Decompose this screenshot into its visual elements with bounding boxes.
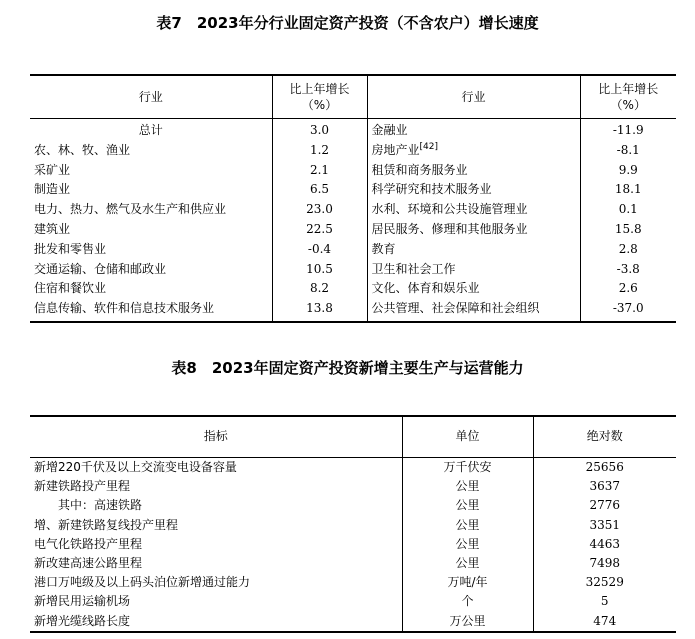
growth-value: 18.1	[580, 180, 676, 200]
table-row	[30, 516, 676, 535]
industry-name: 电力、热力、燃气及水生产和供应业	[34, 202, 227, 217]
industry-name: 卫生和社会工作	[367, 260, 580, 280]
table-row	[30, 554, 676, 573]
indicator-unit: 万吨/年	[402, 573, 533, 592]
footnote-ref: [42]	[419, 141, 438, 152]
table-row	[30, 220, 676, 240]
indicator-value: 3637	[533, 477, 676, 496]
table-row	[30, 119, 676, 141]
table7-header-row	[30, 75, 676, 119]
table-row	[30, 496, 676, 515]
industry-name: 农、林、牧、渔业	[34, 142, 131, 157]
indicator-unit: 公里	[402, 535, 533, 554]
industry-name: 采矿业	[34, 162, 71, 177]
indicator-value: 474	[533, 612, 676, 632]
table-row	[30, 299, 676, 322]
indicator-name: 新增220千伏及以上交流变电设备容量	[34, 460, 237, 474]
growth-value: -3.8	[580, 260, 676, 280]
table-row	[30, 180, 676, 200]
indicator-value: 2776	[533, 496, 676, 515]
growth-value: 23.0	[272, 200, 367, 220]
growth-value: 15.8	[580, 220, 676, 240]
growth-value: 9.9	[580, 161, 676, 181]
table-row	[30, 200, 676, 220]
indicator-value: 32529	[533, 573, 676, 592]
table7-industry-growth	[30, 74, 676, 323]
growth-value: 3.0	[272, 119, 367, 141]
table-row	[30, 141, 676, 161]
table8-new-capacity	[30, 415, 676, 633]
industry-name: 文化、体育和娱乐业	[367, 279, 580, 299]
table-row	[30, 240, 676, 260]
indicator-unit: 公里	[402, 554, 533, 573]
growth-value: 10.5	[272, 260, 367, 280]
table-row	[30, 592, 676, 611]
growth-value: 1.2	[272, 141, 367, 161]
industry-name: 科学研究和技术服务业	[367, 180, 580, 200]
header-growth-left	[272, 75, 367, 119]
indicator-name: 增、新建铁路复线投产里程	[34, 517, 179, 532]
table-row	[30, 279, 676, 299]
indicator-unit: 个	[402, 592, 533, 611]
growth-value: 22.5	[272, 220, 367, 240]
table-row	[30, 535, 676, 554]
growth-value: -8.1	[580, 141, 676, 161]
table-row	[30, 161, 676, 181]
indicator-name: 新增光缆线路长度	[34, 613, 131, 628]
industry-name: 住宿和餐饮业	[34, 281, 107, 296]
header-growth-label: 比上年增长	[598, 82, 659, 96]
growth-value: 2.8	[580, 240, 676, 260]
table8-header-row	[30, 416, 676, 458]
industry-name: 批发和零售业	[34, 241, 107, 256]
indicator-unit: 公里	[402, 516, 533, 535]
industry-name: 总计	[138, 123, 163, 137]
indicator-value: 25656	[533, 458, 676, 478]
indicator-name: 新建铁路投产里程	[34, 479, 131, 494]
indicator-unit: 公里	[402, 496, 533, 515]
industry-name: 房地产业	[371, 142, 420, 157]
industry-name: 信息传输、软件和信息技术服务业	[34, 301, 215, 316]
table-row	[30, 612, 676, 632]
indicator-value: 3351	[533, 516, 676, 535]
table7-title: 表7 2023年分行业固定资产投资（不含农户）增长速度	[156, 14, 539, 32]
growth-value: 6.5	[272, 180, 367, 200]
industry-name: 居民服务、修理和其他服务业	[367, 220, 580, 240]
indicator-unit: 万千伏安	[402, 458, 533, 478]
header-growth-right	[580, 75, 676, 119]
indicator-name: 新改建高速公路里程	[34, 556, 143, 571]
industry-name: 租赁和商务服务业	[367, 161, 580, 181]
indicator-value: 5	[533, 592, 676, 611]
header-growth-unit: （%）	[301, 98, 338, 112]
industry-name: 水利、环境和公共设施管理业	[367, 200, 580, 220]
header-indicator: 指标	[30, 416, 402, 458]
industry-name: 建筑业	[34, 221, 71, 236]
header-absolute: 绝对数	[533, 416, 676, 458]
indicator-value: 7498	[533, 554, 676, 573]
industry-name-with-note	[367, 141, 580, 161]
growth-value: 13.8	[272, 299, 367, 322]
growth-value: 0.1	[580, 200, 676, 220]
indicator-unit: 公里	[402, 477, 533, 496]
header-unit: 单位	[402, 416, 533, 458]
growth-value: 8.2	[272, 279, 367, 299]
growth-value: 2.1	[272, 161, 367, 181]
table-row	[30, 477, 676, 496]
industry-name: 金融业	[367, 119, 580, 141]
industry-name: 公共管理、社会保障和社会组织	[367, 299, 580, 322]
growth-value: -0.4	[272, 240, 367, 260]
growth-value: 2.6	[580, 279, 676, 299]
indicator-unit: 万公里	[402, 612, 533, 632]
table-row	[30, 260, 676, 280]
header-industry-left: 行业	[30, 75, 272, 119]
indicator-value: 4463	[533, 535, 676, 554]
header-growth-label: 比上年增长	[289, 82, 350, 96]
table8-title: 表8 2023年固定资产投资新增主要生产与运营能力	[171, 359, 524, 377]
header-industry-right: 行业	[367, 75, 580, 119]
growth-value: -37.0	[580, 299, 676, 322]
indicator-name: 新增民用运输机场	[34, 594, 131, 609]
indicator-name: 电气化铁路投产里程	[34, 536, 143, 551]
industry-name: 教育	[367, 240, 580, 260]
indicator-name: 港口万吨级及以上码头泊位新增通过能力	[34, 575, 251, 590]
table-row	[30, 458, 676, 478]
table-row	[30, 573, 676, 592]
header-growth-unit: （%）	[610, 98, 646, 112]
industry-name: 交通运输、仓储和邮政业	[34, 261, 167, 276]
growth-value: -11.9	[580, 119, 676, 141]
industry-name: 制造业	[34, 182, 71, 197]
indicator-name: 其中：高速铁路	[58, 498, 143, 513]
